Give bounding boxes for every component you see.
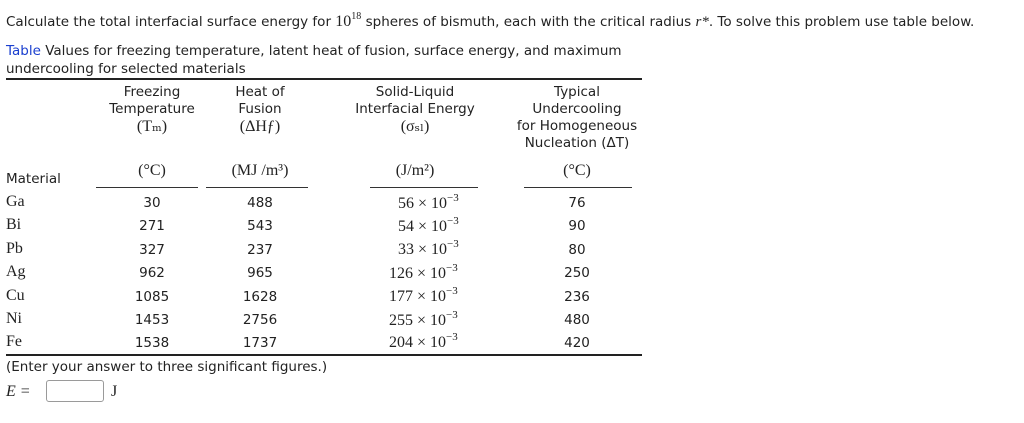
question-post: . To solve this problem use table below. xyxy=(708,14,975,30)
header-sigma-line1: Solid-Liquid xyxy=(375,84,455,100)
unit-tm: (°C) xyxy=(138,162,166,179)
header-tm-line2: Temperature xyxy=(109,101,195,117)
row-sigma-exponent: −3 xyxy=(447,215,459,227)
row-tm: 962 xyxy=(139,265,165,281)
table-caption xyxy=(6,43,622,59)
unit-hf: (MJ /m³) xyxy=(231,162,289,179)
row-hf: 543 xyxy=(247,218,273,234)
caption-line1: Values for freezing temperature, latent heat of fusion, surface energy, and maximum xyxy=(40,43,622,59)
answer-label: E = xyxy=(6,383,31,400)
row-sigma-exponent: −3 xyxy=(446,331,458,343)
row-sigma xyxy=(398,215,459,236)
row-sigma-mantissa: 33 × 10 xyxy=(398,241,448,258)
row-tm: 30 xyxy=(143,195,161,211)
row-tm: 271 xyxy=(139,218,165,234)
caption-line2: undercooling for selected materials xyxy=(6,61,246,77)
row-hf: 237 xyxy=(247,242,273,258)
row-sigma-mantissa: 204 × 10 xyxy=(389,334,447,351)
header-sigma-line2: Interfacial Energy xyxy=(355,101,475,117)
row-tm: 1453 xyxy=(134,312,170,328)
row-dt: 236 xyxy=(564,289,590,305)
table-top-rule xyxy=(6,78,642,80)
header-dt-line4: Nucleation (ΔT) xyxy=(524,135,630,151)
row-dt: 250 xyxy=(564,265,590,281)
row-sigma xyxy=(389,309,458,330)
row-sigma-exponent: −3 xyxy=(446,309,458,321)
header-heat-of-fusion xyxy=(210,84,310,135)
header-material: Material xyxy=(6,171,61,187)
unit-sigma: (J/m²) xyxy=(395,162,435,179)
row-sigma-mantissa: 126 × 10 xyxy=(389,265,447,282)
row-dt: 80 xyxy=(568,242,586,258)
row-sigma-exponent: −3 xyxy=(446,285,458,297)
header-dt-line3: for Homogeneous xyxy=(516,118,638,134)
question-base: 10 xyxy=(335,13,352,30)
header-sigma-symbol: (σₛₗ) xyxy=(400,118,430,135)
question-variable: r* xyxy=(695,14,709,30)
header-hf-line1: Heat of xyxy=(235,84,285,100)
row-sigma xyxy=(398,192,459,213)
row-tm: 1085 xyxy=(134,289,170,305)
row-dt: 480 xyxy=(564,312,590,328)
question-pre: Calculate the total interfacial surface energy for xyxy=(6,14,336,30)
row-material: Ni xyxy=(6,310,22,327)
row-sigma-exponent: −3 xyxy=(447,192,459,204)
row-material: Bi xyxy=(6,216,22,233)
table-link[interactable]: Table xyxy=(6,43,41,59)
row-sigma-mantissa: 56 × 10 xyxy=(398,195,448,212)
row-hf: 2756 xyxy=(242,312,278,328)
header-interfacial-energy xyxy=(340,84,490,135)
row-material: Ag xyxy=(6,263,26,280)
table-bottom-rule xyxy=(6,354,642,356)
row-material: Fe xyxy=(6,333,22,350)
row-dt: 76 xyxy=(568,195,586,211)
header-dt-line2: Undercooling xyxy=(532,101,622,117)
row-hf: 488 xyxy=(247,195,273,211)
row-material: Pb xyxy=(6,240,23,257)
row-dt: 90 xyxy=(568,218,586,234)
header-undercooling xyxy=(510,84,644,152)
row-dt: 420 xyxy=(564,335,590,351)
question-mid: spheres of bismuth, each with the critical radius xyxy=(361,14,696,30)
row-sigma xyxy=(398,238,459,259)
answer-instruction: (Enter your answer to three significant figures.) xyxy=(6,359,328,375)
unit-underline-hf xyxy=(206,187,308,188)
row-tm: 1538 xyxy=(134,335,170,351)
question-text xyxy=(6,13,974,31)
header-hf-symbol: (ΔHƒ) xyxy=(239,118,281,135)
question-exponent: 18 xyxy=(351,11,362,22)
row-sigma-mantissa: 255 × 10 xyxy=(389,312,447,329)
row-tm: 327 xyxy=(139,242,165,258)
header-freezing-temperature xyxy=(100,84,204,135)
row-material: Ga xyxy=(6,193,25,210)
header-tm-symbol: (Tₘ) xyxy=(136,118,168,135)
row-sigma xyxy=(389,262,458,283)
row-material: Cu xyxy=(6,287,25,304)
answer-field-wrapper[interactable] xyxy=(46,380,104,402)
unit-underline-dt xyxy=(524,187,632,188)
header-dt-line1: Typical xyxy=(554,84,600,100)
row-hf: 1737 xyxy=(242,335,278,351)
row-sigma xyxy=(389,331,458,352)
unit-underline-tm xyxy=(96,187,198,188)
answer-unit: J xyxy=(111,383,118,400)
row-sigma xyxy=(389,285,458,306)
header-tm-line1: Freezing xyxy=(123,84,181,100)
row-hf: 965 xyxy=(247,265,273,281)
row-sigma-mantissa: 54 × 10 xyxy=(398,218,448,235)
header-hf-line2: Fusion xyxy=(238,101,282,117)
row-sigma-mantissa: 177 × 10 xyxy=(389,288,447,305)
unit-underline-sigma xyxy=(370,187,478,188)
row-sigma-exponent: −3 xyxy=(447,238,459,250)
unit-dt: (°C) xyxy=(563,162,591,179)
row-sigma-exponent: −3 xyxy=(446,262,458,274)
answer-input[interactable] xyxy=(47,383,103,403)
row-hf: 1628 xyxy=(242,289,278,305)
